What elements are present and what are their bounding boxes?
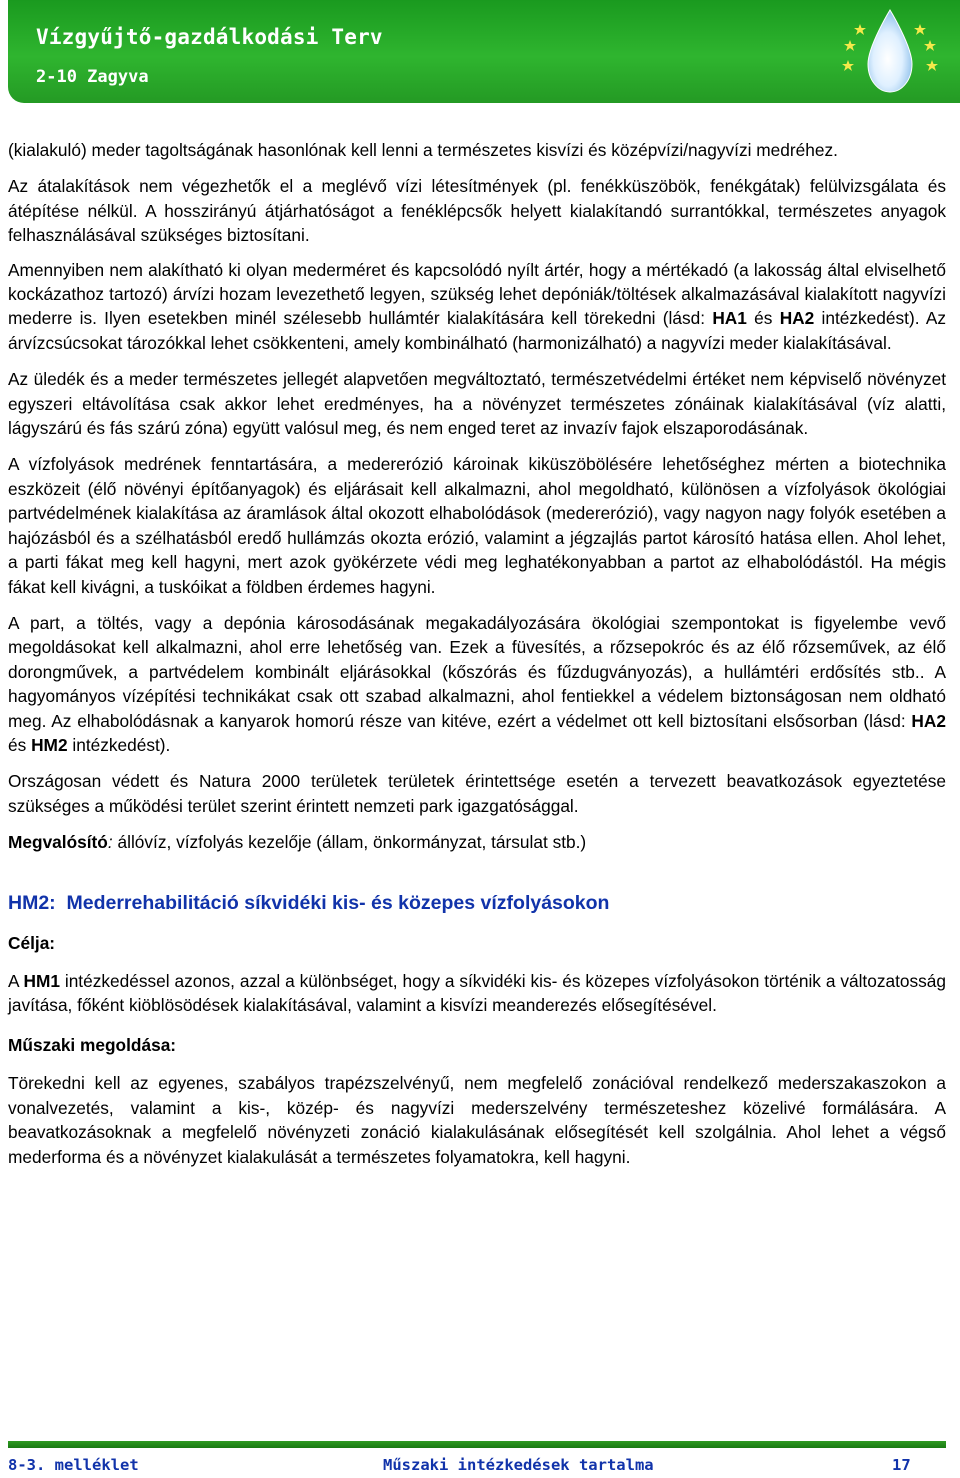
ref-hm2: HM2 [31, 734, 68, 755]
footer-section-title: Műszaki intézkedések tartalma [383, 1456, 654, 1474]
paragraph-10 [8, 1071, 946, 1169]
ref-ha2-second: HA2 [911, 710, 946, 731]
paragraph-7 [8, 769, 946, 818]
paragraph-6-and: és [8, 734, 32, 755]
paragraph-5-text: A vízfolyások medrének fenntartására, a medererózió károinak kiküszöbölésére lehetőséghez mérten a biotechnika eszközeit (élő növényi építőanyagok) és eljárásait kell alkalmazni, ahol megoldható, különösen a vízfolyások ökológiai partvédelmének kialakítása az áramlások által okozott elhabolódások (medererózió), vagy nagyon nagy folyók esetében a hajózásból és a szélhatásból eredő hullámzás okozta erózió, valamint a jégzajlás partot károsító hatása ellen. Ahol lehet, a parti fákat meg kell hagyni, mert azok gyökérzete védi meg leghatékonyabban a partot az elhabolódástól. Ha mégis fákat kell kivágni, a tuskóikat a földben érdemes hagyni. [8, 454, 946, 597]
footer-page-number: 17 [892, 1456, 911, 1474]
paragraph-6 [8, 611, 946, 757]
ref-ha2: HA2 [779, 308, 815, 329]
header-subtitle: 2-10 Zagyva [36, 67, 149, 87]
paragraph-7-text: Országosan védett és Natura 2000 területek területek érintettsége esetén a tervezett beavatkozások egyeztetése szükséges a működési terület szerint érintett nemzeti park igazgatósággal. [8, 771, 946, 816]
paragraph-2 [8, 174, 946, 247]
header-title: Vízgyűjtő-gazdálkodási Terv [36, 25, 383, 49]
paragraph-8 [8, 830, 946, 854]
paragraph-6-text-a: A part, a töltés, vagy a depónia károsodásának megakadályozására ökológiai szempontokat is figyelembe vevő megoldásokat kell alkalmazni, ahol erre lehetőség van. Ezek a füvesítés, a rőzsepokróc és az élő rőzseművek, az élő dorongművek, a partvédelem kombinált eljárásokkal (kőszórás és fűzdugványozás), a hullámtéri erdősítés stb.. A hagyományos vízépítési technikákat csak ott szabad alkalmazni, ahol fentiekkel a védelem biztonságosan nem oldható meg. Az elhabolódásnak a kanyarok homorú része van kitéve, ezért a védelmet ott kell biztosítani elsősorban (lásd: [8, 612, 946, 731]
paragraph-10-text: Törekedni kell az egyenes, szabályos trapézszelvényű, nem megfelelő zonációval rendelkező mederszakaszokon a vonalvezetés, valamint a kis-, közép- és nagyvízi mederszelvény természeteshez közelivé formálására. A beavatkozásoknak a megfelelő növényzeti zonáció kialakulásának elősegítését kell szolgálnia. Ahol lehet a végső mederforma és a növényzet kialakulását a természetes folyamatokra, kell hagyni. [8, 1073, 946, 1167]
eu-waterdrop-logo-icon [816, 2, 960, 102]
paragraph-3-and: és [746, 308, 780, 329]
paragraph-1-text: (kialakuló) meder tagoltságának hasonlónak kell lenni a természetes kisvízi és középvízi/nagyvízi medréhez. [8, 140, 838, 160]
paragraph-6-text-b: intézkedést). [67, 734, 171, 755]
paragraph-3 [8, 258, 946, 356]
footer-annex-label: 8-3. melléklet [8, 1456, 139, 1474]
main-content [8, 138, 946, 1181]
paragraph-4-text: Az üledék és a meder természetes jellegét alapvetően megváltoztató, természetvédelmi értéket nem képviselő növényzet egyszeri eltávolítása csak akkor lehet eredményes, ha a növényzet természetes zónáinak kialakításával (víz alatti, lágyszárú és fás szárú zóna) együtt valósul meg, és nem enged teret az invazív fajok elszaporodásának. [8, 369, 946, 439]
paragraph-2-text: Az átalakítások nem végezhetők el a meglévő vízi létesítmények (pl. fenékküszöbök, fenékgátak) felülvizsgálata és átépítése nélkül. A hosszirányú átjárhatóságot a fenéklépcsők helyett kialakítandó surrantókkal, természetes anyagok felhasználásával szükséges biztosítani. [8, 176, 946, 246]
paragraph-9-text-a: A [8, 970, 24, 991]
implementer-text: állóvíz, vízfolyás kezelője (állam, önkormányzat, társulat stb.) [112, 832, 587, 853]
paragraph-5 [8, 452, 946, 598]
paragraph-4 [8, 367, 946, 440]
paragraph-9-text-b: intézkedéssel azonos, azzal a különbséget, hogy a síkvidéki kis- és közepes vízfolyásokon történik a változatosság javítása, főként kiöblösödések kialakításával, valamint a kisvízi meanderezés elősegítésével. [8, 970, 947, 1015]
section-heading-hm2: HM2: Mederrehabilitáció síkvidéki kis- és közepes vízfolyásokon [8, 891, 610, 914]
technical-solution-label: Műszaki megoldása: [8, 1035, 177, 1056]
paragraph-9 [8, 969, 946, 1018]
implementer-colon: : [107, 832, 113, 853]
page-header [8, 0, 960, 103]
paragraph-3-text-b: intézkedést). Az árvízcsúcsokat tározókkal lehet csökkenteni, amely kombinálható (harmonizálható) a nagyvízi meder kialakításával. [8, 308, 946, 353]
footer-divider [8, 1441, 946, 1448]
implementer-label: Megvalósító [8, 832, 108, 853]
ref-ha1: HA1 [712, 308, 747, 329]
ref-hm1: HM1 [23, 970, 60, 991]
paragraph-3-text-a: Amennyiben nem alakítható ki olyan mederméret és kapcsolódó nyílt ártér, hogy a mértékadó (a lakosság által elviselhető kockázathoz tartozó) árvízi hozam levezethető legyen, szükség lehet depóniák/töltések alkalmazásával kialakított nagyvízi mederre is. Ilyen esetekben minél szélesebb hullámtér kialakítására kell törekedni (lásd: [8, 259, 946, 329]
goal-label: Célja: [8, 932, 56, 953]
paragraph-1 [8, 138, 946, 162]
